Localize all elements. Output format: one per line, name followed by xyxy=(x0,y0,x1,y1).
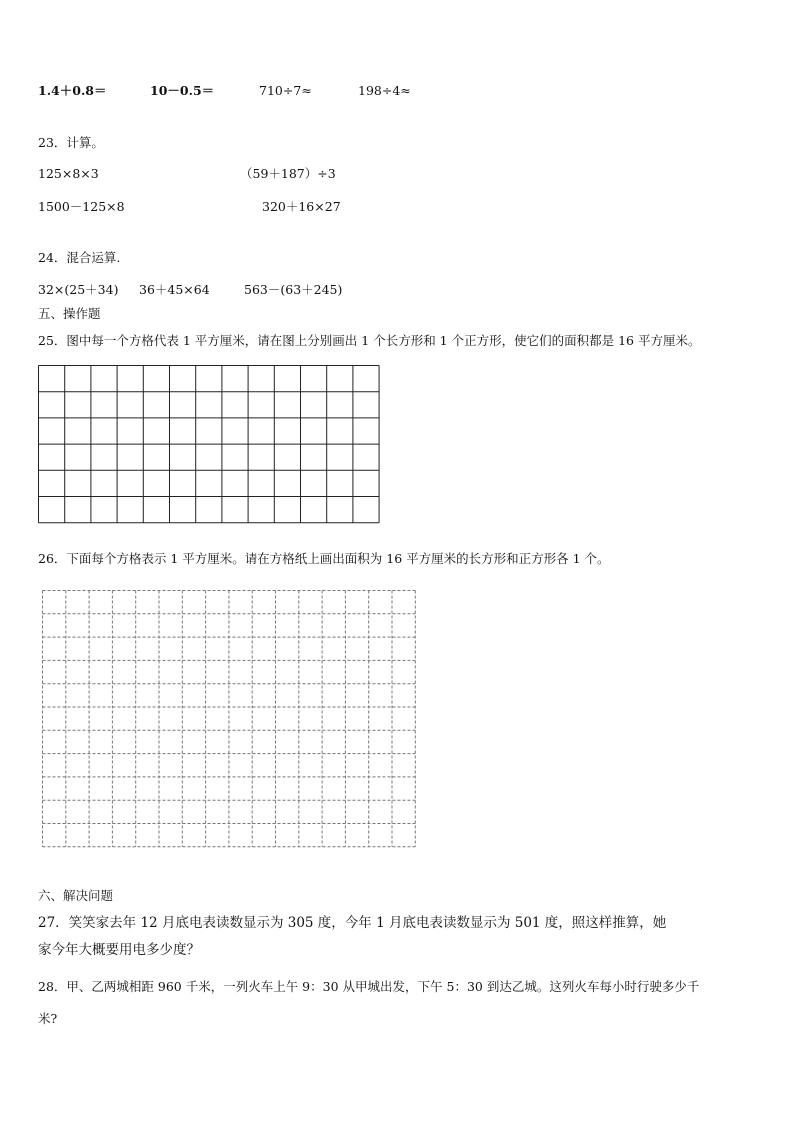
section-heading-5: 五、操作题 xyxy=(38,306,101,321)
solid-grid-q25 xyxy=(38,365,382,537)
calc-item-1: 1.4＋0.8＝ xyxy=(38,83,107,98)
q23-item-1: 125×8×3 xyxy=(38,166,99,181)
q28-text-line2: 米? xyxy=(38,1011,58,1026)
q24-item-2: 36＋45×64 xyxy=(139,282,210,297)
q25-text: 25．图中每一个方格代表 1 平方厘米，请在图上分别画出 1 个长方形和 1 个正方形，使它们的面积都是 16 平方厘米。 xyxy=(38,333,701,348)
calc-item-2: 10－0.5＝ xyxy=(150,83,215,98)
q23-item-3: 1500－125×8 xyxy=(38,199,125,214)
q27-text-line2: 家今年大概要用电多少度？ xyxy=(38,942,200,958)
q24-title: 24．混合运算. xyxy=(38,250,121,265)
q28-text-line1: 28．甲、乙两城相距 960 千米，一列火车上午 9：30 从甲城出发，下午 5：30 到达乙城。这列火车每小时行驶多少千 xyxy=(38,979,700,994)
q24-item-1: 32×(25＋34) xyxy=(38,282,119,297)
q23-item-2: （59＋187）÷3 xyxy=(240,166,336,181)
calc-item-4: 198÷4≈ xyxy=(358,83,411,98)
q23-item-4: 320＋16×27 xyxy=(262,199,341,214)
calc-item-3: 710÷7≈ xyxy=(259,83,312,98)
section-heading-6: 六、解决问题 xyxy=(38,888,114,903)
q27-text-line1: 27．笑笑家去年 12 月底电表读数显示为 305 度，今年 1 月底电表读数显示为 501 度，照这样推算，她 xyxy=(38,915,667,931)
q23-title: 23．计算。 xyxy=(38,135,104,150)
q24-item-3: 563－(63＋245) xyxy=(244,282,343,297)
dashed-grid-q26 xyxy=(42,590,418,872)
q26-text: 26．下面每个方格表示 1 平方厘米。请在方格纸上画出面积为 16 平方厘米的长方形和正方形各 1 个。 xyxy=(38,551,610,566)
